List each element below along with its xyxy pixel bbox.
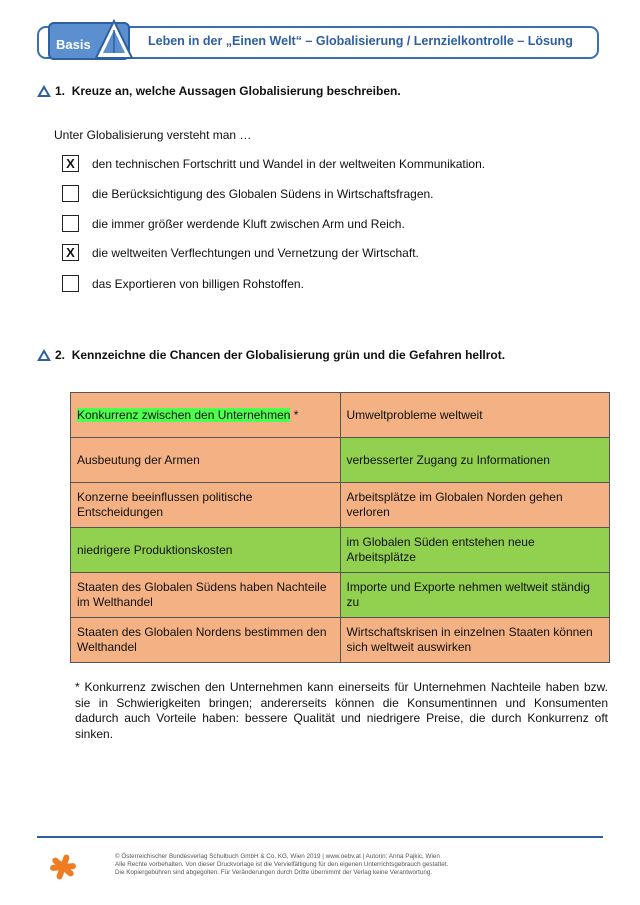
- danger-cell[interactable]: Umweltprobleme weltweit: [340, 393, 610, 438]
- copyright-line: Alle Rechte vorbehalten. Von dieser Druckvorlage ist die Vervielfältigung für den eigenen Unterrichtsgebrauch gestattet.: [115, 861, 449, 868]
- task2-number: 2.: [55, 348, 66, 362]
- copyright-notice: [115, 853, 515, 877]
- danger-cell[interactable]: Ausbeutung der Armen: [71, 438, 341, 483]
- classification-table: [70, 392, 610, 663]
- chance-cell[interactable]: niedrigere Produktionskosten: [71, 528, 341, 573]
- table-row: [71, 573, 610, 618]
- option-label: das Exportieren von billigen Rohstoffen.: [92, 277, 304, 291]
- danger-cell[interactable]: Staaten des Globalen Nordens bestimmen den Welthandel: [71, 618, 341, 663]
- table-row: [71, 528, 610, 573]
- option-checkbox[interactable]: X: [62, 155, 79, 172]
- option-checkbox[interactable]: [62, 185, 79, 202]
- option-label: den technischen Fortschritt und Wandel in der weltweiten Kommunikation.: [92, 157, 486, 171]
- task1-intro: Unter Globalisierung versteht man …: [54, 128, 252, 142]
- task1-title: Kreuze an, welche Aussagen Globalisierung beschreiben.: [71, 84, 401, 98]
- copyright-line: © Österreichischer Bundesverlag Schulbuch GmbH & Co. KG, Wien 2019 | www.oebv.at | Autorin: Anna Pajkic, Wien: [115, 853, 440, 860]
- chance-cell[interactable]: verbesserter Zugang zu Informationen: [340, 438, 610, 483]
- task2-title: Kennzeichne die Chancen der Globalisierung grün und die Gefahren hellrot.: [71, 348, 506, 362]
- table-row: [71, 618, 610, 663]
- danger-cell[interactable]: Arbeitsplätze im Globalen Norden gehen verloren: [340, 483, 610, 528]
- triangle-logo-icon: [94, 18, 134, 62]
- task1-number: 1.: [55, 84, 66, 98]
- danger-cell[interactable]: Wirtschaftskrisen in einzelnen Staaten können sich weltweit auswirken: [340, 618, 610, 663]
- page-title: Leben in der „Einen Welt“ – Globalisierung / Lernzielkontrolle – Lösung: [148, 34, 573, 48]
- logo-text: Basis: [56, 37, 91, 52]
- basis-logo: [48, 18, 134, 62]
- publisher-logo-icon: [50, 852, 76, 882]
- basis-level-icon: [37, 349, 51, 361]
- chance-cell[interactable]: im Globalen Süden entstehen neue Arbeitsplätze: [340, 528, 610, 573]
- copyright-line: Die Kopiergebühren sind abgegolten. Für Veränderungen durch Dritte übernimmt der Verlag keine Verantwortung.: [115, 869, 433, 876]
- footnote-text: * Konkurrenz zwischen den Unternehmen kann einerseits für Unternehmen Nachteile haben bzw. sie in Schwierigkeiten bringen; andererseits können die Konsumentinnen und Konsumenten dadurch auch Vorteile haben: bessere Qualität und niedrigere Preise, die durch Konkurrenz oft sinken.: [75, 680, 608, 741]
- option-label: die Berücksichtigung des Globalen Südens in Wirtschaftsfragen.: [92, 187, 434, 201]
- footer-divider: [37, 836, 603, 838]
- table-row: [71, 393, 610, 438]
- option-checkbox[interactable]: [62, 275, 79, 292]
- option-label: die immer größer werdende Kluft zwischen Arm und Reich.: [92, 217, 405, 231]
- table-row: [71, 483, 610, 528]
- table-row: [71, 438, 610, 483]
- chance-cell[interactable]: Importe und Exporte nehmen weltweit ständig zu: [340, 573, 610, 618]
- danger-cell[interactable]: [71, 393, 341, 438]
- task1-heading: [37, 84, 401, 98]
- option-label: die weltweiten Verflechtungen und Vernetzung der Wirtschaft.: [92, 246, 419, 260]
- option-checkbox[interactable]: [62, 215, 79, 232]
- danger-cell[interactable]: Staaten des Globalen Südens haben Nachteile im Welthandel: [71, 573, 341, 618]
- option-checkbox[interactable]: X: [62, 244, 79, 261]
- danger-cell[interactable]: Konzerne beeinflussen politische Entscheidungen: [71, 483, 341, 528]
- highlighted-text: Konkurrenz zwischen den Unternehmen: [77, 407, 291, 422]
- footnote-marker: *: [290, 407, 299, 422]
- basis-level-icon: [37, 85, 51, 97]
- task2-heading: [37, 348, 505, 362]
